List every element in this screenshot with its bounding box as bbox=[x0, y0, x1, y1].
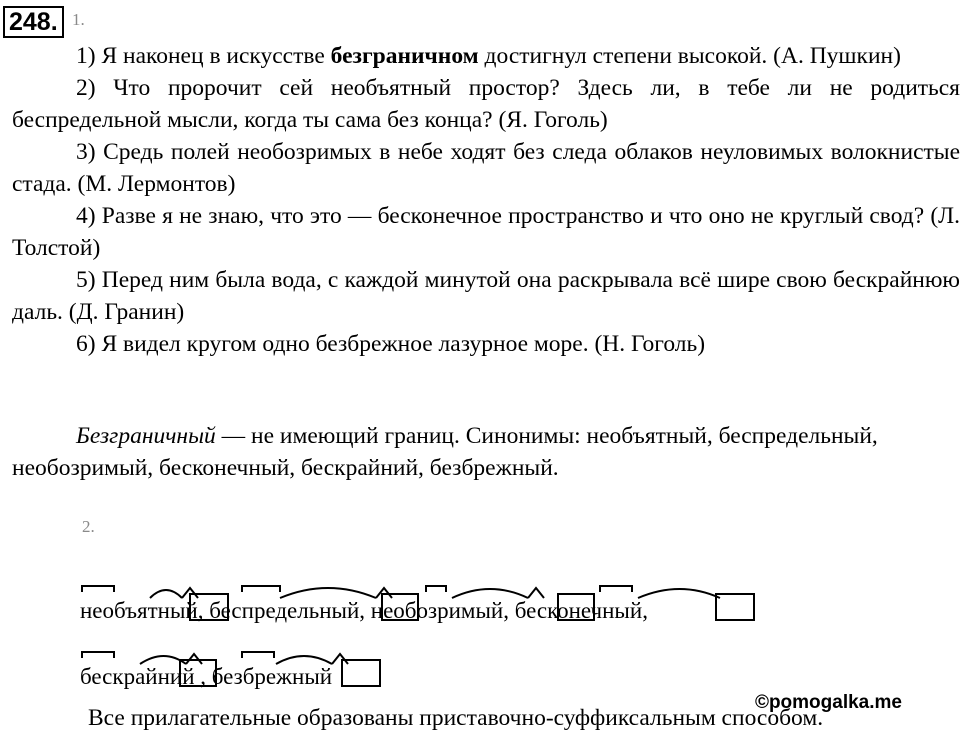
morpheme-marks-2 bbox=[80, 650, 400, 690]
watermark: ©pomogalka.me bbox=[754, 692, 902, 713]
conclusion-text: Все прилагательные образованы приставочно-суффиксальным способом. bbox=[88, 705, 824, 731]
section-1-label: 1. bbox=[72, 10, 85, 29]
sentence-2: 2) Что пророчит сей необъятный простор? Здесь ли, в тебе ли не родиться беспредельной мысли, когда ты сама без конца? (Я. Гоголь) bbox=[12, 75, 960, 133]
morpheme-marks-1 bbox=[80, 584, 760, 624]
morpheme-words-2: бескрайний , безбрежный bbox=[80, 664, 333, 689]
morpheme-analysis-line-1 bbox=[80, 598, 648, 624]
sentence-5: 5) Перед ним была вода, с каждой минутой она раскрывала всё шире свою бескрайнюю даль. (Д. Гранин) bbox=[12, 267, 960, 325]
morpheme-analysis-line-2 bbox=[80, 664, 332, 690]
sentences-block bbox=[12, 40, 960, 360]
exercise-number: 248. bbox=[3, 6, 64, 38]
section-2-label: 2. bbox=[82, 517, 95, 536]
definition bbox=[12, 420, 960, 484]
sentence-6: 6) Я видел кругом одно безбрежное лазурное море. (Н. Гоголь) bbox=[76, 331, 706, 357]
sentence-4: 4) Разве я не знаю, что это — бесконечное пространство и что оно не круглый свод? (Л. Толстой) bbox=[12, 203, 960, 261]
definition-term: Безграничный bbox=[76, 423, 216, 449]
sentence-3: 3) Средь полей необозримых в небе ходят без следа облаков неуловимых волокнистые стада. (М. Лермонтов) bbox=[12, 139, 960, 197]
sentence-1: 1) Я наконец в искусстве безграничном достигнул степени высокой. (А. Пушкин) bbox=[76, 43, 901, 69]
definition-text: — не имеющий границ. Синонимы: необъятный, беспредельный, необозримый, бесконечный, бескрайний, безбрежный. bbox=[12, 423, 878, 481]
morpheme-words-1: необъятный, беспредельный, необозримый, бесконечный, bbox=[80, 598, 648, 623]
